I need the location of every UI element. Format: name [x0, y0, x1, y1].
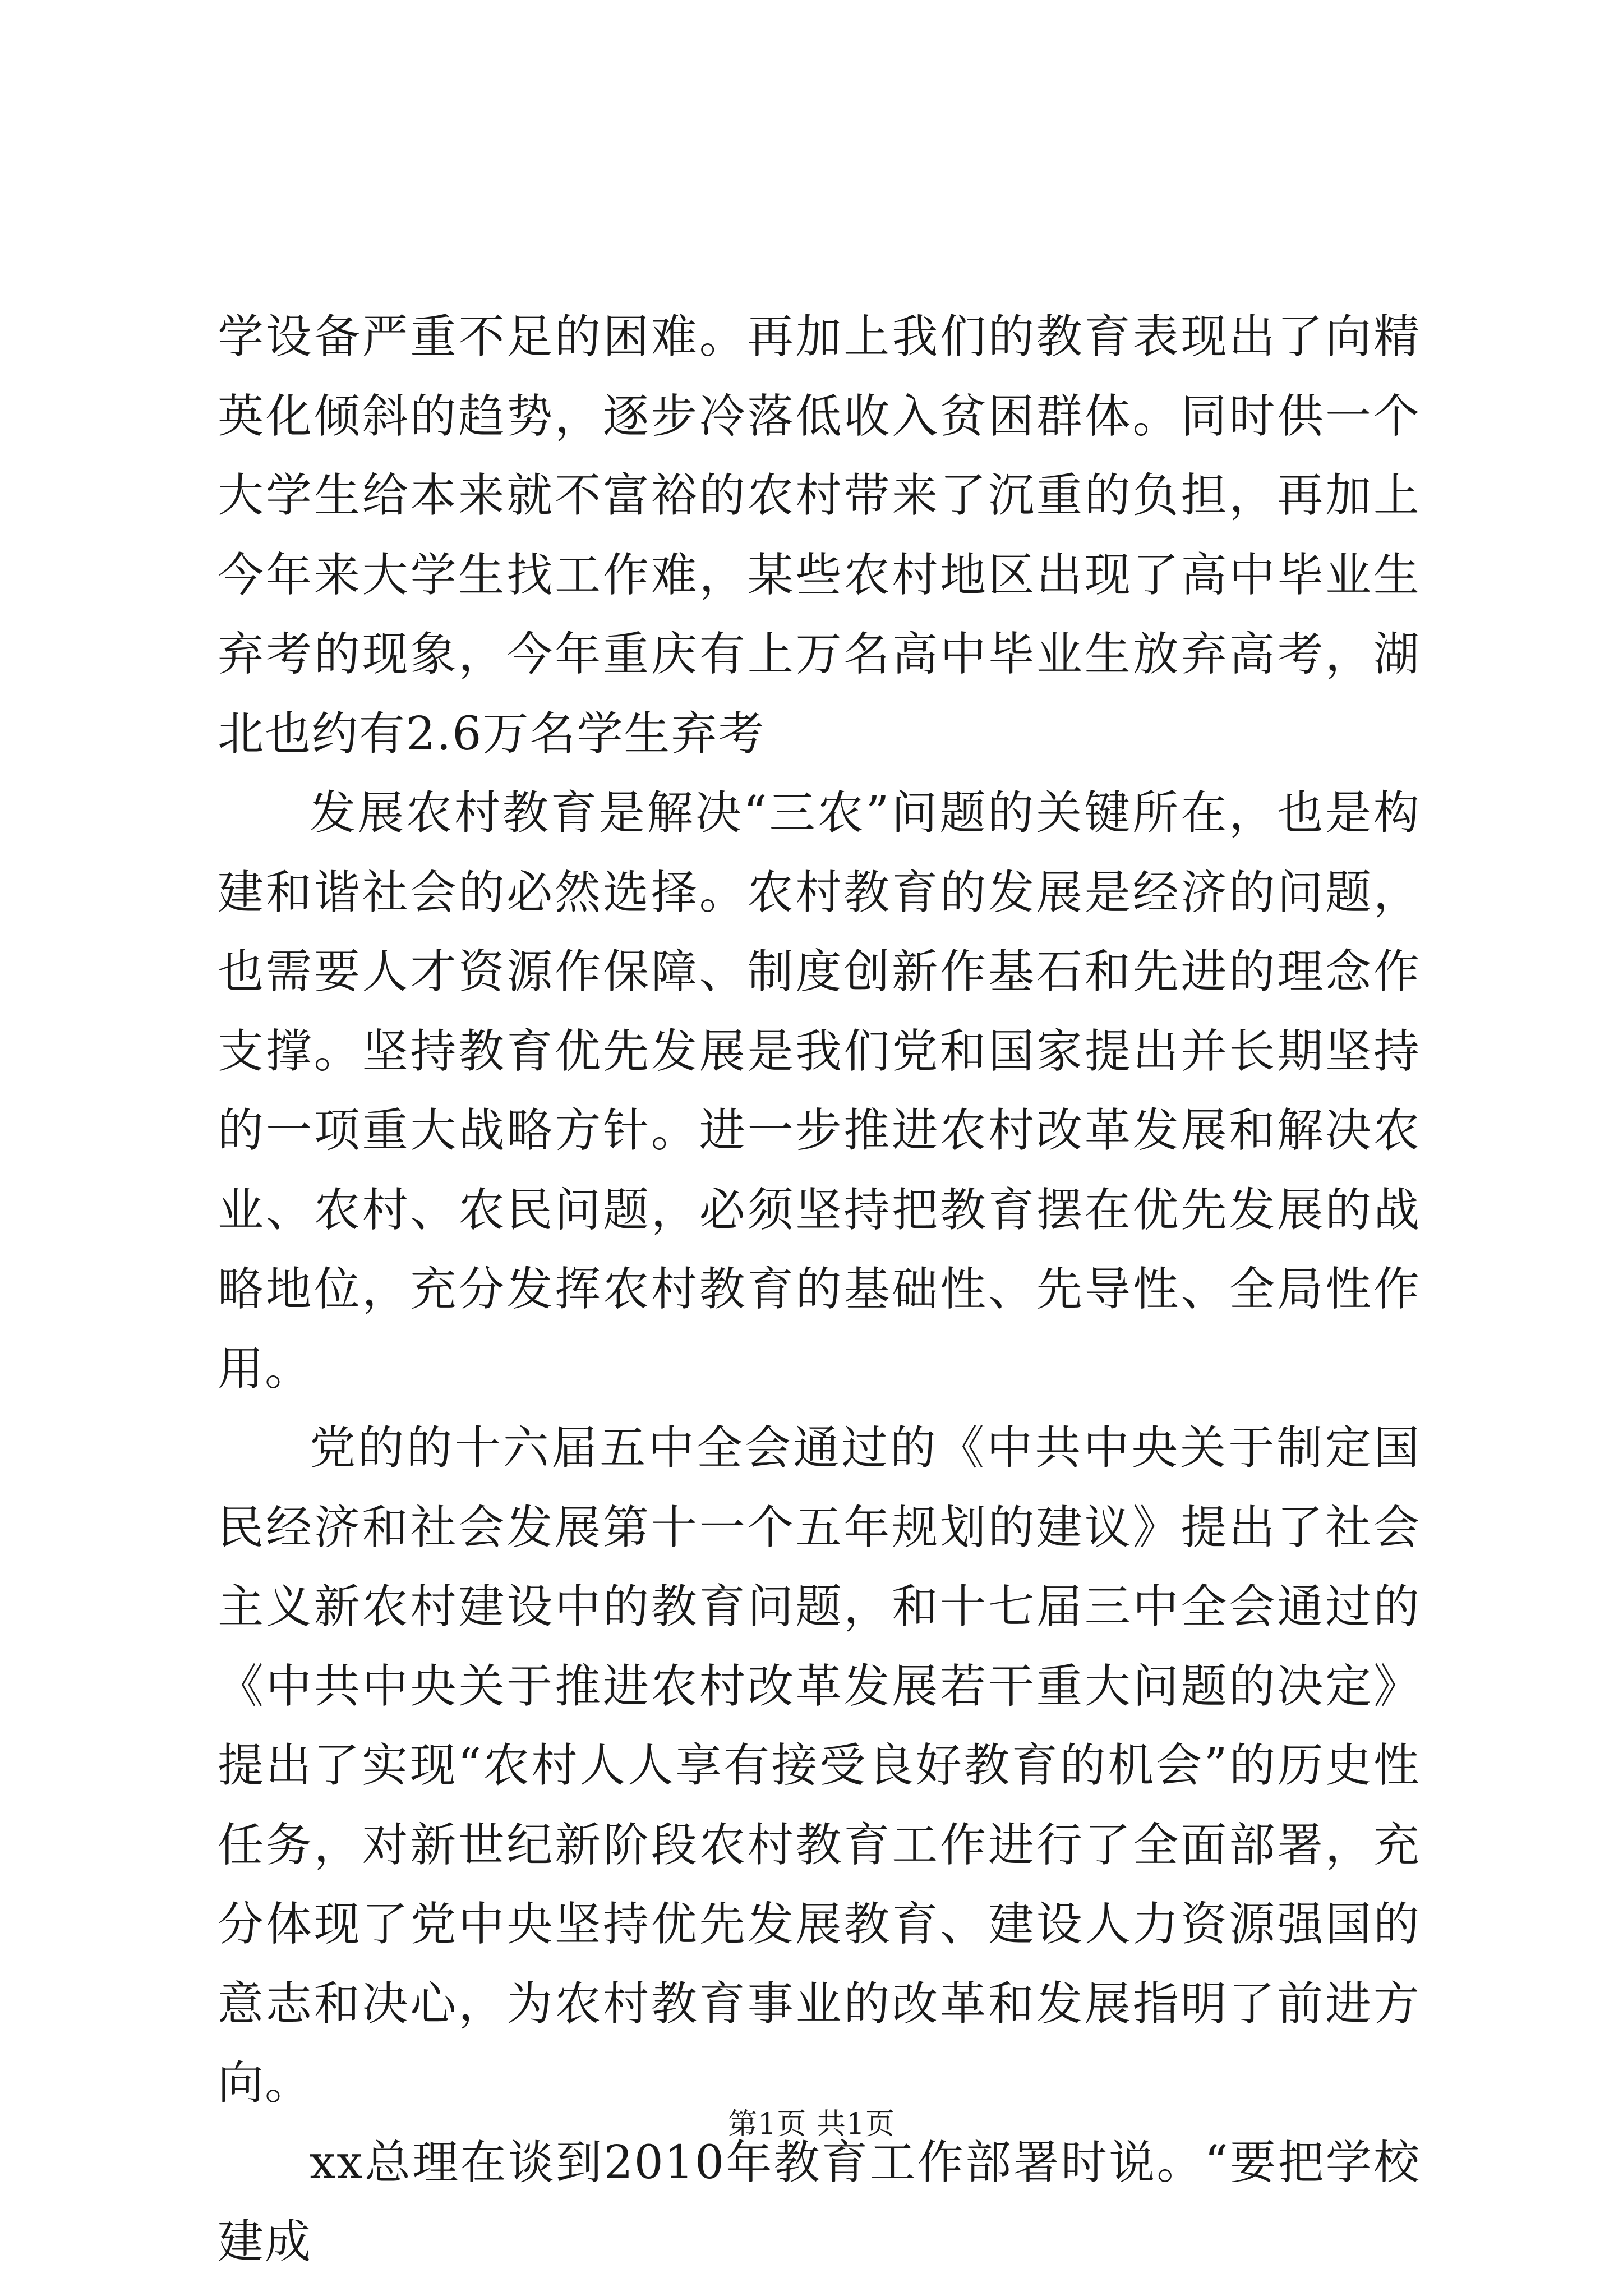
document-body [218, 297, 1421, 2282]
page-footer: 第1页 共1页 [728, 2108, 895, 2141]
paragraph-4: xx总理在谈到2010年教育工作部署时说。“要把学校建成 [218, 2136, 1421, 2269]
paragraph-2: 发展农村教育是解决“三农”问题的关键所在，也是构建和谐社会的必然选择。农村教育的发展是经济的问题，也需要人才资源作保障、制度创新作基石和先进的理念作支撑。坚持教育优先发展是我们党和国家提出并长期坚持的一项重大战略方针。进一步推进农村改革发展和解决农业、农村、农民问题，必须坚持把教育摆在优先发展的战略地位，充分发挥农村教育的基础性、先导性、全局性作用。 [218, 786, 1421, 1396]
paragraph-3: 党的的十六届五中全会通过的《中共中央关于制定国民经济和社会发展第十一个五年规划的建议》提出了社会主义新农村建设中的教育问题，和十七届三中全会通过的《中共中央关于推进农村改革发展若干重大问题的决定》提出了实现“农村人人享有接受良好教育的机会”的历史性任务，对新世纪新阶段农村教育工作进行了全面部署，充分体现了党中央坚持优先发展教育、建设人力资源强国的意志和决心，为农村教育事业的改革和发展指明了前进方向。 [218, 1421, 1421, 2110]
paragraph-1: 学设备严重不足的困难。再加上我们的教育表现出了向精英化倾斜的趋势，逐步冷落低收入贫困群体。同时供一个大学生给本来就不富裕的农村带来了沉重的负担，再加上今年来大学生找工作难，某些农村地区出现了高中毕业生弃考的现象，今年重庆有上万名高中毕业生放弃高考，湖北也约有2.6万名学生弃考 [218, 310, 1421, 761]
